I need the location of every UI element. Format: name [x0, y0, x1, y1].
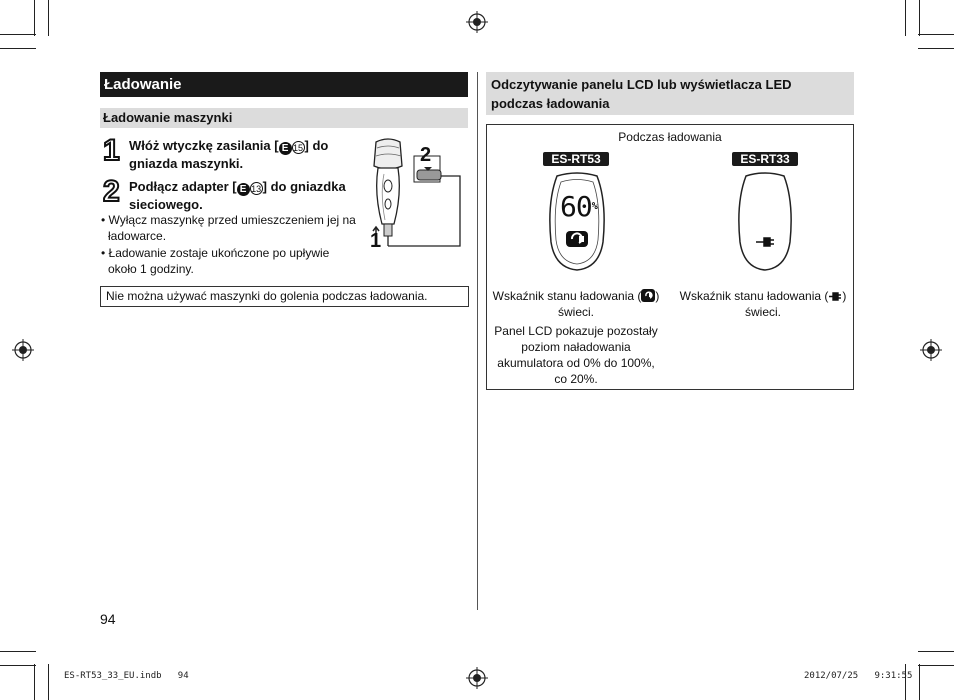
crop-mark: [48, 664, 49, 700]
subsection-title: Ładowanie maszynki: [100, 108, 468, 128]
crop-mark: [0, 48, 36, 49]
registration-mark-icon: [466, 667, 488, 689]
crop-mark: [919, 0, 920, 36]
crop-mark: [919, 664, 920, 700]
crop-mark: [0, 34, 36, 35]
right-header: [486, 72, 854, 115]
desc-text: poziom naładowania: [521, 340, 631, 354]
desc-text: co 20%.: [554, 372, 598, 386]
desc-text: Wskaźnik stanu ładowania (: [492, 289, 642, 303]
figure-label: 2: [420, 144, 432, 166]
header-line: Odczytywanie panelu LCD lub wyświetlacza LED: [491, 77, 792, 92]
led-display-icon: [736, 172, 794, 272]
crop-mark: [0, 651, 36, 652]
crop-mark: [918, 34, 954, 35]
note-text: Nie można używać maszynki do golenia podczas ładowania.: [106, 289, 428, 303]
crop-mark: [34, 664, 35, 700]
registration-mark-icon: [12, 339, 34, 361]
desc-text: akumulatora od 0% do 100%,: [497, 356, 655, 370]
bullet-item: [101, 212, 366, 244]
note-box: [100, 286, 469, 307]
step-text-part: sieciowego.: [129, 197, 203, 212]
registration-mark-icon: [466, 11, 488, 33]
lcd-explanation: [488, 323, 664, 387]
crop-mark: [0, 665, 36, 666]
ref-number-icon: 15: [293, 143, 304, 153]
desc-text: Panel LCD pokazuje pozostały: [494, 324, 658, 338]
lcd-value: 60: [560, 190, 592, 223]
bullet-text: • Wyłącz maszynkę przed umieszczeniem jej na: [101, 213, 356, 227]
crop-mark: [905, 664, 906, 700]
ref-letter-icon: E: [237, 183, 250, 196]
model-label: ES-RT53: [543, 152, 609, 166]
figure-label: 1: [370, 230, 382, 252]
bullet-text: • Ładowanie zostaje ukończone po upływie: [101, 246, 330, 260]
indicator-description: [488, 288, 664, 320]
step-text-part: ] do gniazdka: [262, 179, 346, 194]
section-title: Ładowanie: [100, 72, 468, 97]
plug-icon: [828, 291, 842, 302]
crop-mark: [918, 665, 954, 666]
ref-number-icon: 13: [251, 184, 262, 194]
desc-text: ): [655, 289, 660, 303]
crop-mark: [48, 0, 49, 36]
page-number: 94: [100, 611, 116, 627]
column-divider: [477, 72, 478, 610]
charging-status-icon: [641, 289, 655, 302]
crop-mark: [905, 0, 906, 36]
lcd-unit: %: [591, 201, 597, 212]
footer-file: ES-RT53_33_EU.indb 94: [64, 671, 189, 681]
step-text-part: ] do: [304, 138, 329, 153]
bullet-text: ładowarce.: [108, 229, 167, 243]
crop-mark: [918, 651, 954, 652]
step-number: 2: [103, 175, 120, 208]
model-label: ES-RT33: [732, 152, 798, 166]
bullet-item: [101, 245, 366, 277]
step-text-part: gniazda maszynki.: [129, 156, 244, 171]
desc-text: świeci.: [557, 305, 594, 319]
step-number: 1: [103, 134, 120, 167]
crop-mark: [34, 0, 35, 36]
desc-text: Wskaźnik stanu ładowania (: [679, 289, 829, 303]
step-text-part: Podłącz adapter [: [129, 179, 237, 194]
step-text: [129, 137, 369, 172]
lcd-digits: [560, 192, 597, 222]
desc-text: świeci.: [744, 305, 781, 319]
step-text: [129, 178, 369, 213]
registration-mark-icon: [920, 339, 942, 361]
footer-timestamp: 2012/07/25 9:31:55: [804, 671, 913, 681]
step-text-part: Włóż wtyczkę zasilania [: [129, 138, 279, 153]
bullet-text: około 1 godziny.: [108, 262, 194, 276]
panel-caption: Podczas ładowania: [618, 130, 722, 144]
crop-mark: [918, 48, 954, 49]
ref-letter-icon: E: [279, 142, 292, 155]
header-line: podczas ładowania: [491, 96, 610, 111]
indicator-description: [672, 288, 854, 320]
desc-text: ): [842, 289, 847, 303]
